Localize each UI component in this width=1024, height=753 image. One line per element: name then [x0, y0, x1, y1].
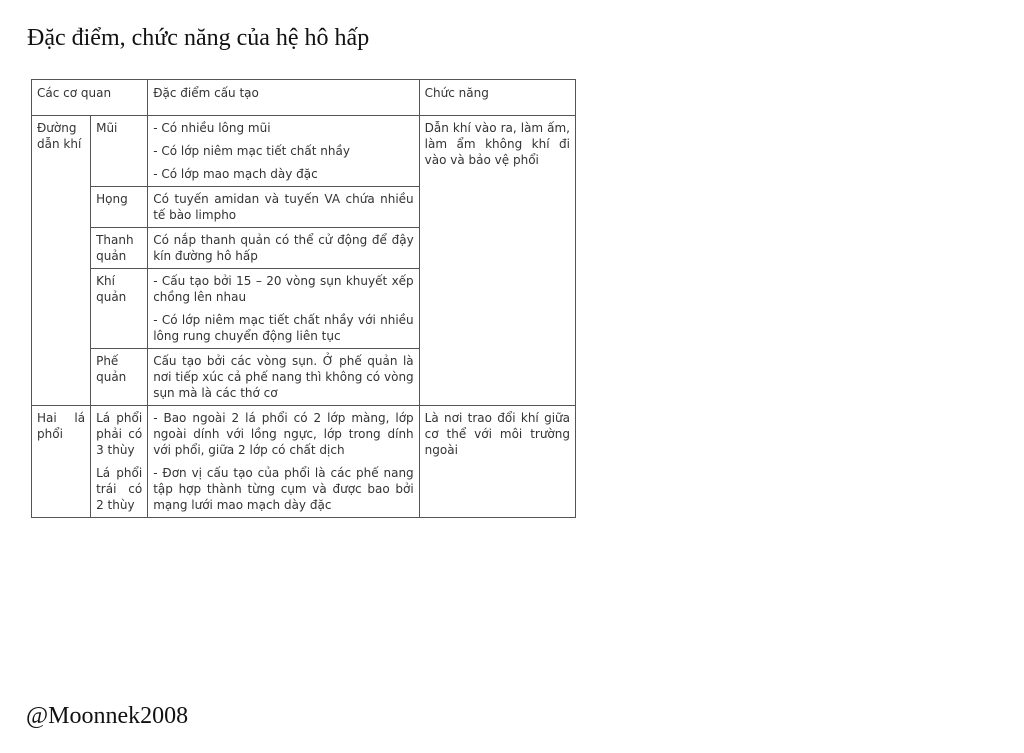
- table-row: [32, 116, 576, 187]
- header-function: Chức năng: [419, 80, 575, 116]
- feature-line: - Có lớp mao mạch dày đặc: [153, 167, 318, 181]
- organ-name: Mũi: [91, 116, 148, 187]
- feature-line: - Bao ngoài 2 lá phổi có 2 lớp màng, lớp ngoài dính với lồng ngực, lớp trong dính với phổi, giữa 2 lớp có chất dịch: [153, 411, 414, 457]
- organ-name: Thanh quản: [91, 228, 148, 269]
- feature-line: - Có nhiều lông mũi: [153, 121, 271, 135]
- feature-line: Có tuyến amidan và tuyến VA chứa nhiều tế bào limpho: [153, 192, 414, 222]
- lung-part: Lá phổi phải có 3 thùy: [96, 411, 143, 457]
- header-organs: Các cơ quan: [32, 80, 148, 116]
- feature-line: Cấu tạo bởi các vòng sụn. Ở phế quản là nơi tiếp xúc cả phế nang thì không có vòng sụn mà là các thớ cơ: [153, 354, 414, 400]
- group-lungs: Hai lá phổi: [32, 406, 91, 518]
- organ-features: [148, 349, 419, 406]
- respiratory-system-table: [31, 79, 576, 518]
- table-row: [32, 406, 576, 518]
- header-structure: Đặc điểm cấu tạo: [148, 80, 419, 116]
- group-airway: Đường dẫn khí: [32, 116, 91, 406]
- lungs-function: Là nơi trao đổi khí giữa cơ thể với môi trường ngoài: [419, 406, 575, 518]
- feature-line: - Có lớp niêm mạc tiết chất nhầy: [153, 144, 350, 158]
- organ-name: Phế quản: [91, 349, 148, 406]
- feature-line: - Có lớp niêm mạc tiết chất nhầy với nhiều lông rung chuyển động liên tục: [153, 313, 414, 343]
- organ-features: [148, 187, 419, 228]
- organ-name: Khí quản: [91, 269, 148, 349]
- airway-function: Dẫn khí vào ra, làm ấm, làm ẩm không khí đi vào và bảo vệ phổi: [419, 116, 575, 406]
- lung-features: [148, 406, 419, 518]
- author-signature: @Moonnek2008: [26, 703, 189, 729]
- feature-line: Có nắp thanh quản có thể cử động để đậy kín đường hô hấp: [153, 233, 414, 263]
- lung-part: Lá phổi trái có 2 thùy: [96, 466, 143, 512]
- page-title: Đặc điểm, chức năng của hệ hô hấp: [27, 25, 370, 51]
- organ-name: Họng: [91, 187, 148, 228]
- feature-line: - Đơn vị cấu tạo của phổi là các phế nang tập hợp thành từng cụm và được bao bởi mạng lưới mao mạch dày đặc: [153, 466, 414, 512]
- table-header-row: [32, 80, 576, 116]
- organ-features: [148, 228, 419, 269]
- organ-features: [148, 116, 419, 187]
- organ-features: [148, 269, 419, 349]
- feature-line: - Cấu tạo bởi 15 – 20 vòng sụn khuyết xếp chồng lên nhau: [153, 274, 414, 304]
- lung-parts: [91, 406, 148, 518]
